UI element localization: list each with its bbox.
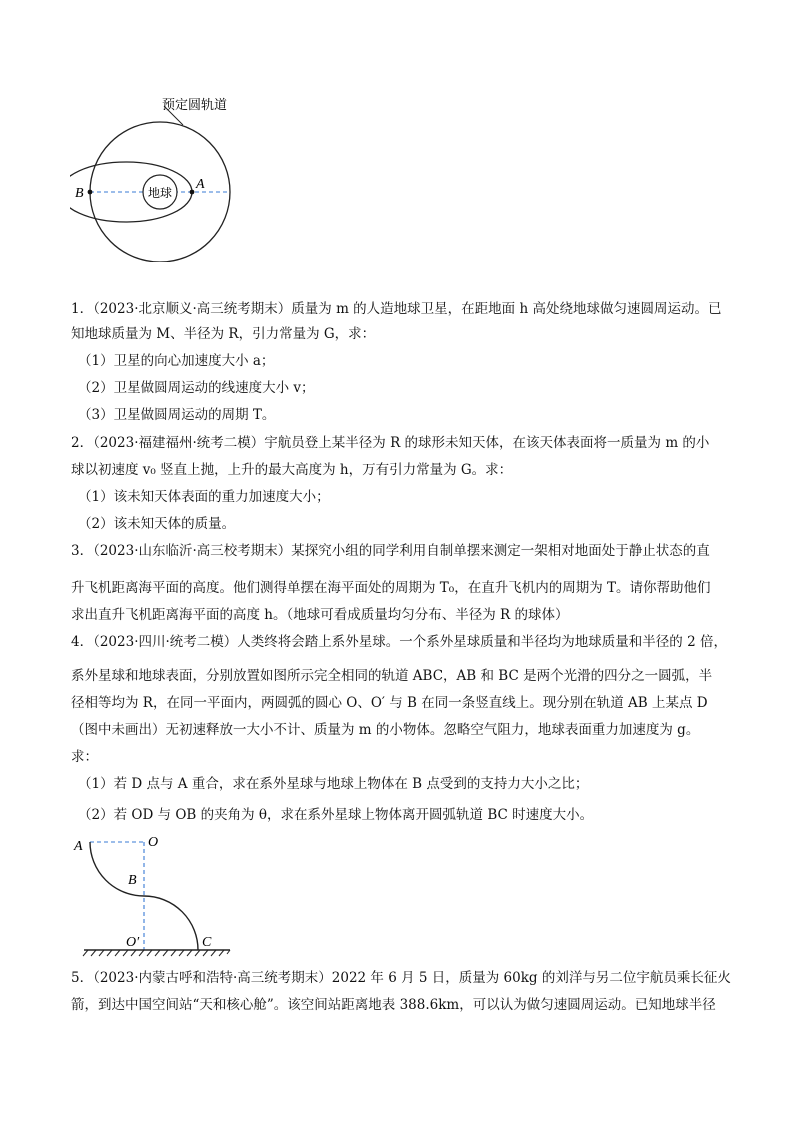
q1-part1: （1）卫星的向心加速度大小 a； xyxy=(78,353,275,369)
point-b-label: B xyxy=(75,186,84,201)
q1-stem-line1: 1．（2023·北京顺义·高三统考期末）质量为 m 的人造地球卫星，在距地面 h 高处绕地球做匀速圆周运动。已 xyxy=(71,301,722,317)
q3-stem-line3: 求出直升飞机距离海平面的高度 h。（地球可看成质量均匀分布、半径为 R 的球体） xyxy=(71,607,569,623)
q2-part2: （2）该未知天体的质量。 xyxy=(78,516,236,532)
q4-stem-line5: 求： xyxy=(71,749,98,765)
q1-stem-line2: 知地球质量为 M、半径为 R，引力常量为 G，求： xyxy=(71,326,376,342)
point-b-dot xyxy=(88,190,93,195)
arc-bc xyxy=(144,896,198,950)
q4-stem-line4: （图中未画出）无初速释放一大小不计、质量为 m 的小物体。忽略空气阻力，地球表面重力加速度为 g。 xyxy=(71,722,700,738)
q1-part3: （3）卫星做圆周运动的周期 T。 xyxy=(78,407,276,423)
q5-stem-line2: 箭，到达中国空间站“天和核心舱”。该空间站距离地表 388.6km，可以认为做匀速圆周运动。已知地球半径 xyxy=(71,997,716,1013)
q3-stem-line2: 升飞机距离海平面的高度。他们测得单摆在海平面处的周期为 T₀，在直升飞机内的周期为 T。请你帮助他们 xyxy=(71,580,711,596)
q4-stem-line3: 径相等均为 R，在同一平面内，两圆弧的圆心 O、O′ 与 B 在同一条竖直线上。现分别在轨道 AB 上某点 D xyxy=(71,695,708,711)
orbit-diagram xyxy=(70,92,250,262)
label-o: O xyxy=(148,835,159,850)
q3-stem-line1: 3．（2023·山东临沂·高三校考期末）某探究小组的同学利用自制单摆来测定一架相对地面处于静止状态的直 xyxy=(71,543,710,559)
label-a: A xyxy=(74,839,83,854)
q4-stem-line2: 系外星球和地球表面，分别放置如图所示完全相同的轨道 ABC，AB 和 BC 是两个光滑的四分之一圆弧，半 xyxy=(71,668,713,684)
q5-stem-line1: 5．（2023·内蒙古呼和浩特·高三统考期末）2022 年 6 月 5 日，质量为 60kg 的刘洋与另二位宇航员乘长征火 xyxy=(71,970,731,986)
label-c: C xyxy=(202,935,212,950)
q2-stem-line2: 球以初速度 v₀ 竖直上抛，上升的最大高度为 h，万有引力常量为 G。求： xyxy=(71,462,513,478)
earth-label: 地球 xyxy=(148,186,173,200)
q4-part1: （1）若 D 点与 A 重合，求在系外星球与地球上物体在 B 点受到的支持力大小之比； xyxy=(78,776,589,792)
q1-part2: （2）卫星做圆周运动的线速度大小 v； xyxy=(78,380,315,396)
point-a-label: A xyxy=(196,177,205,192)
point-a-dot xyxy=(190,190,195,195)
track-diagram xyxy=(70,832,240,958)
q2-stem-line1: 2．（2023·福建福州·统考二模）宇航员登上某半径为 R 的球形未知天体，在该天体表面将一质量为 m 的小 xyxy=(71,435,710,451)
label-b: B xyxy=(128,873,137,888)
ground-hatching xyxy=(83,950,230,956)
label-o-prime: O′ xyxy=(126,935,140,950)
q4-stem-line1: 4．（2023·四川·统考二模）人类终将会踏上系外星球。一个系外星球质量和半径均为地球质量和半径的 2 倍， xyxy=(71,634,727,650)
orbit-label: 预定圆轨道 xyxy=(162,98,228,113)
q4-part2: （2）若 OD 与 OB 的夹角为 θ，求在系外星球上物体离开圆弧轨道 BC 时速度大小。 xyxy=(78,807,594,823)
q2-part1: （1）该未知天体表面的重力加速度大小； xyxy=(78,489,330,505)
